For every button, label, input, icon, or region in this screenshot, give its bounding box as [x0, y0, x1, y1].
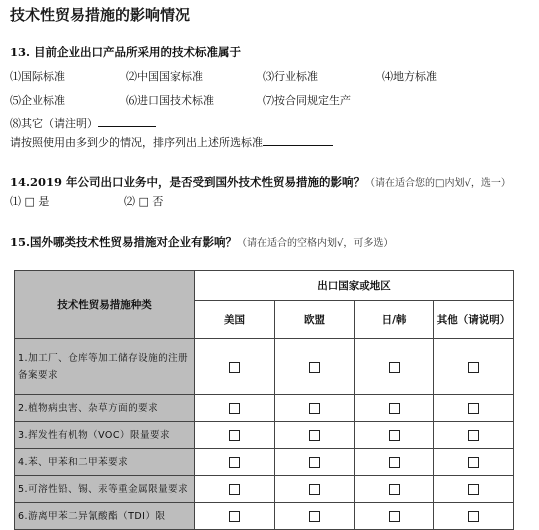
measure-type-header: 技术性贸易措施种类 [15, 271, 195, 339]
table-row [15, 503, 514, 530]
checkbox[interactable] [389, 511, 400, 522]
question-13: 13. 目前企业出口产品所采用的技术标准属于 [10, 45, 242, 59]
checkbox[interactable] [309, 457, 320, 468]
q13-instruction: 请按照使用由多到少的情况，排序列出上述所选标准 [10, 136, 263, 149]
question-14-text: 14.2019 年公司出口业务中，是否受到国外技术性贸易措施的影响？ [10, 175, 366, 189]
q13-option-7[interactable]: ⑺按合同规定生产 [263, 94, 351, 107]
region-group-header: 出口国家或地区 [195, 271, 514, 301]
checkbox[interactable] [389, 484, 400, 495]
row-label: 3.挥发性有机物（VOC）限量要求 [15, 422, 195, 449]
checkbox[interactable] [229, 430, 240, 441]
q13-rank-blank[interactable] [263, 134, 333, 146]
checkbox[interactable] [309, 430, 320, 441]
country-header-eu: 欧盟 [275, 301, 355, 339]
row-label: 2.植物病虫害、杂草方面的要求 [15, 395, 195, 422]
checkbox[interactable] [309, 484, 320, 495]
q13-option-5[interactable]: ⑸企业标准 [10, 94, 65, 107]
checkbox[interactable] [229, 484, 240, 495]
checkbox[interactable] [468, 457, 479, 468]
table-row [15, 422, 514, 449]
checkbox[interactable] [389, 457, 400, 468]
q14-option-no[interactable]: ⑵ □ 否 [124, 195, 164, 208]
table-row [15, 339, 514, 395]
q13-other-label: ⑻其它（请注明） [10, 117, 98, 130]
q13-option-1[interactable]: ⑴国际标准 [10, 70, 65, 83]
checkbox[interactable] [389, 362, 400, 373]
question-15 [10, 234, 393, 250]
checkbox[interactable] [229, 403, 240, 414]
checkbox[interactable] [229, 457, 240, 468]
checkbox[interactable] [468, 484, 479, 495]
country-header-us: 美国 [195, 301, 275, 339]
q13-option-3[interactable]: ⑶行业标准 [263, 70, 318, 83]
question-15-hint: （请在适合的空格内划√，可多选） [237, 238, 394, 249]
checkbox[interactable] [309, 511, 320, 522]
checkbox[interactable] [468, 403, 479, 414]
row-label: 1.加工厂、仓库等加工储存设施的注册备案要求 [15, 339, 195, 395]
q13-option-6[interactable]: ⑹进口国技术标准 [126, 94, 214, 107]
q14-option-yes[interactable]: ⑴ □ 是 [10, 195, 50, 208]
checkbox[interactable] [229, 362, 240, 373]
q13-other-blank[interactable] [98, 115, 156, 127]
row-label: 6.游离甲苯二异氰酸酯（TDI）限 [15, 503, 195, 530]
checkbox[interactable] [309, 362, 320, 373]
q13-instruction-row [10, 134, 333, 150]
measures-table [14, 270, 514, 530]
country-header-other: 其他（请说明） [434, 301, 514, 339]
row-label: 5.可溶性铅、锡、汞等重金属限量要求 [15, 476, 195, 503]
table-row [15, 476, 514, 503]
q13-option-4[interactable]: ⑷地方标准 [382, 70, 437, 83]
checkbox[interactable] [389, 430, 400, 441]
checkbox[interactable] [309, 403, 320, 414]
question-14 [10, 174, 511, 190]
checkbox[interactable] [468, 511, 479, 522]
row-label: 4.苯、甲苯和二甲苯要求 [15, 449, 195, 476]
q13-option-2[interactable]: ⑵中国国家标准 [126, 70, 203, 83]
table-row [15, 449, 514, 476]
question-15-text: 15.国外哪类技术性贸易措施对企业有影响？ [10, 235, 238, 249]
checkbox[interactable] [389, 403, 400, 414]
table-row [15, 395, 514, 422]
checkbox[interactable] [468, 430, 479, 441]
q13-other-row [10, 115, 156, 131]
page-title: 技术性贸易措施的影响情况 [10, 6, 191, 24]
question-14-hint: （请在适合您的□内划√，选一） [365, 178, 511, 189]
checkbox[interactable] [229, 511, 240, 522]
country-header-jp-kr: 日/韩 [355, 301, 434, 339]
checkbox[interactable] [468, 362, 479, 373]
